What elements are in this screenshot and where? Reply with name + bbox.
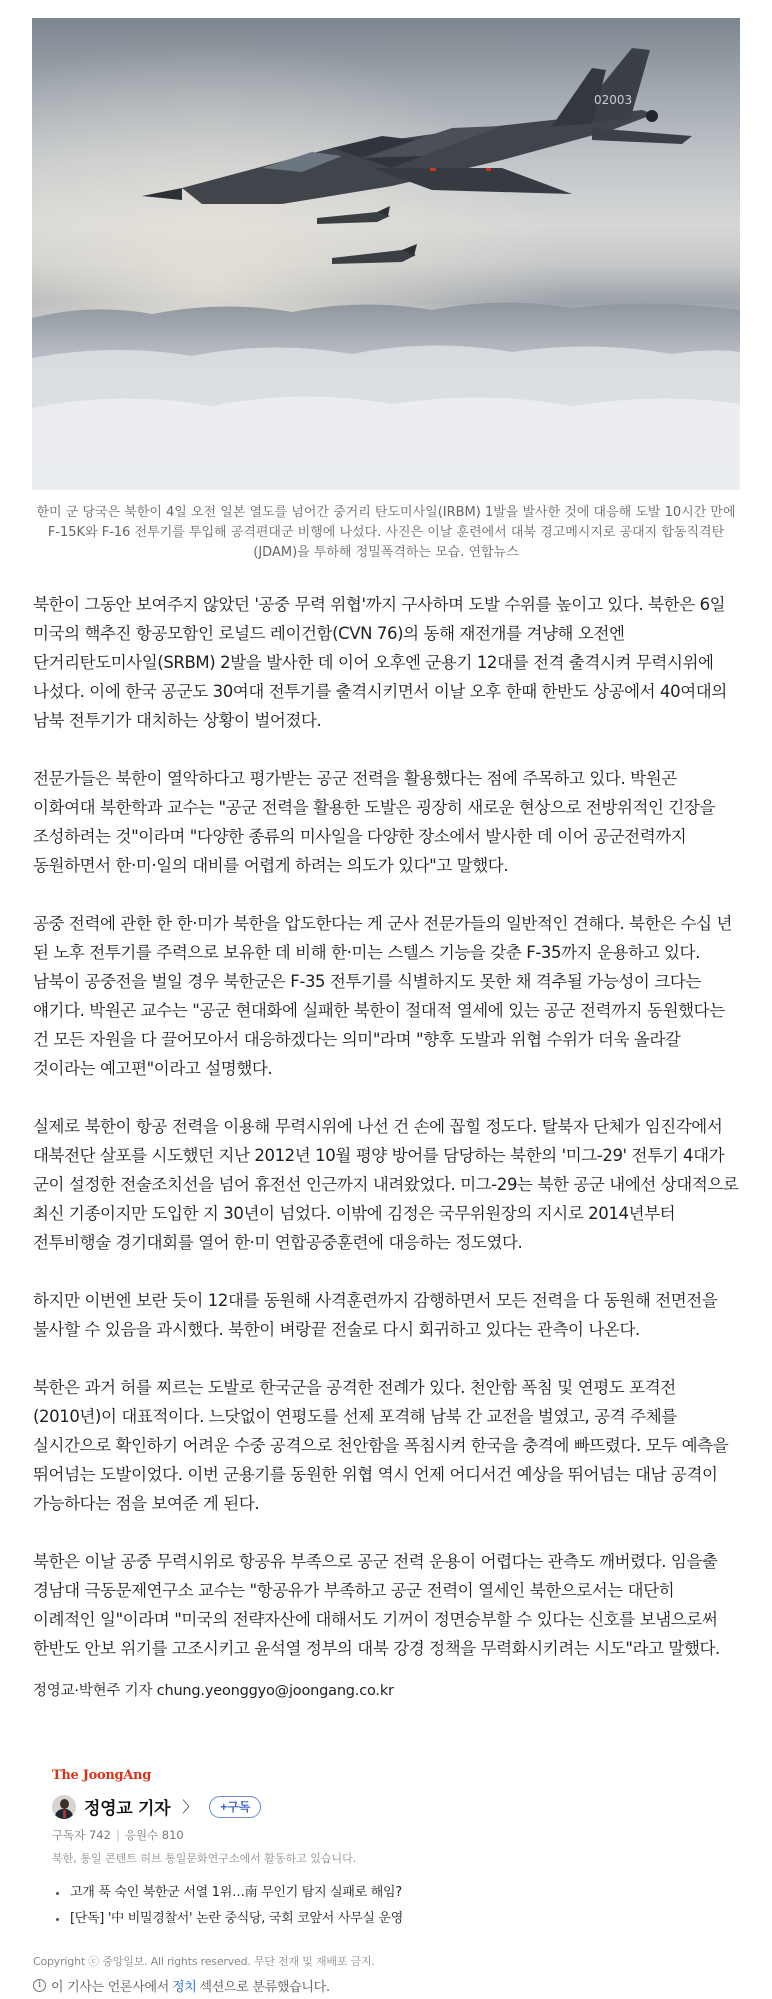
article-paragraph: 하지만 이번엔 보란 듯이 12대를 동원해 사격훈련까지 감행하면서 모든 전력을 다 동원해 전면전을 불사할 수 있음을 과시했다. 북한이 벼랑끝 전술로 다시 회귀하고 있다는 관측이 나온다.: [33, 1291, 718, 1339]
reporter-name[interactable]: 정영교 기자: [84, 1799, 171, 1819]
related-article-link[interactable]: 고개 푹 숙인 북한군 서열 1위…南 무인기 탐지 실패로 해임?: [52, 1880, 652, 1906]
subscribe-button[interactable]: +구독: [209, 1796, 261, 1818]
photo-caption: 한미 군 당국은 북한이 4일 오전 일본 열도를 넘어간 중거리 탄도미사일(IRBM) 1발을 발사한 것에 대응해 도발 10시간 만에 F-15K와 F-16 전투기를 투입해 공격편대군 비행에 나섰다. 사진은 이날 훈련에서 대북 경고메시지로 공대지 합동직격탄(JDAM)을 투하해 정밀폭격하는 모습. 연합뉴스: [36, 505, 736, 560]
reporter-stats: 구독자 742 | 응원수 810: [52, 1828, 184, 1842]
article-paragraph: 공중 전력에 관한 한 한·미가 북한을 압도한다는 게 군사 전문가들의 일반적인 견해다. 북한은 수십 년 된 노후 전투기를 주력으로 보유한 데 비해 한·미는 스텔스 기능을 갖춘 F-35까지 운용하고 있다. 남북이 공중전을 벌일 경우 북한군은 F-35 전투기를 식별하지도 못한 채 격추될 가능성이 크다는 얘기다. 박원곤 교수는 "공군 현대화에 실패한 북한이 절대적 열세에 있는 공군 전력까지 동원했다는 건 모든 자원을 다 끌어모아서 대응하겠다는 의미"라며 "향후 도발과 위협 수위가 더욱 올라갈 것이라는 예고편"이라고 설명했다.: [33, 914, 733, 1078]
reporter-card: [52, 1768, 652, 1932]
cheer-count: 응원수 810: [124, 1828, 184, 1842]
chevron-right-icon[interactable]: 〉: [182, 1798, 198, 1816]
article-body: [33, 590, 741, 1692]
article-paragraph: 북한은 과거 허를 찌르는 도발로 한국군을 공격한 전례가 있다. 천안함 폭침 및 연평도 포격전(2010년)이 대표적이다. 느닷없이 연평도를 선제 포격해 남북 간 교전을 벌였고, 공격 주체를 실시간으로 확인하기 어려운 수중 공격으로 천안함을 폭침시켜 한국을 충격에 빠뜨렸다. 모두 예측을 뛰어넘는 도발이었다. 이번 군용기를 동원한 위협 역시 언제 어디서건 예상을 뛰어넘는 대남 공격이 가능하다는 점을 보여준 게 된다.: [33, 1378, 729, 1513]
article-paragraph: 실제로 북한이 항공 전력을 이용해 무력시위에 나선 건 손에 꼽힐 정도다. 탈북자 단체가 임진각에서 대북전단 살포를 시도했던 지난 2012년 10월 평양 방어를 담당하는 북한의 '미그-29' 전투기 4대가 군이 설정한 전술조치선을 넘어 휴전선 인근까지 내려왔었다. 미그-29는 북한 공군 내에선 상대적으로 최신 기종이지만 도입한 지 30년이 넘었다. 이밖에 김정은 국무위원장의 지시로 2014년부터 전투비행술 경기대회를 열어 한·미 연합공중훈련에 대응하는 정도였다.: [33, 1117, 739, 1252]
info-icon: i: [33, 1979, 46, 1992]
tail-number: 02003: [594, 93, 633, 107]
avatar[interactable]: [52, 1795, 76, 1819]
brand-logo[interactable]: The JoongAng: [52, 1768, 151, 1783]
related-articles: [52, 1880, 652, 1932]
article-photo: [32, 18, 740, 490]
article-paragraph: 북한은 이날 공중 무력시위로 항공유 부족으로 공군 전력 운용이 어렵다는 관측도 깨버렸다. 임을출 경남대 극동문제연구소 교수는 "항공유가 부족하고 공군 전력이 열세인 북한으로서는 대단히 이례적인 일"이라며 "미국의 전략자산에 대해서도 기꺼이 정면승부할 수 있다는 신호를 보냄으로써 한반도 안보 위기를 고조시키고 윤석열 정부의 대북 강경 정책을 무력화시키려는 시도"라고 말했다.: [33, 1552, 720, 1658]
copyright: Copyright ⓒ 중앙일보. All rights reserved. 무단 전재 및 재배포 금지.: [33, 1955, 375, 1968]
byline: 정영교·박현주 기자 chung.yeonggyo@joongang.co.kr: [33, 1683, 394, 1699]
classify-suffix: 섹션으로 분류했습니다.: [199, 1980, 330, 1995]
section-classification: [33, 1976, 330, 1995]
subscriber-count: 구독자 742: [52, 1828, 111, 1842]
related-article-link[interactable]: [단독] '中 비밀경찰서' 논란 중식당, 국회 코앞서 사무실 운영: [52, 1906, 652, 1932]
section-link-politics[interactable]: 정치: [172, 1980, 197, 1995]
article-paragraph: 전문가들은 북한이 열악하다고 평가받는 공군 전력을 활용했다는 점에 주목하고 있다. 박원곤 이화여대 북한학과 교수는 "공군 전력을 활용한 도발은 굉장히 새로운 현상으로 전방위적인 긴장을 조성하려는 것"이라며 "다양한 종류의 미사일을 다양한 장소에서 발사한 데 이어 공군전력까지 동원하면서 한·미·일의 대비를 어렵게 하려는 의도가 있다"고 말했다.: [33, 769, 716, 875]
classify-prefix: 이 기사는 언론사에서: [51, 1980, 169, 1995]
article-paragraph: 북한이 그동안 보여주지 않았던 '공중 무력 위협'까지 구사하며 도발 수위를 높이고 있다. 북한은 6일 미국의 핵추진 항공모함인 로널드 레이건함(CVN 76)의 동해 재전개를 겨냥해 오전엔 단거리탄도미사일(SRBM) 2발을 발사한 데 이어 오후엔 군용기 12대를 전격 출격시켜 무력시위에 나섰다. 이에 한국 공군도 30여대 전투기를 출격시키면서 이날 오후 한때 한반도 상공에서 40여대의 남북 전투기가 대치하는 상황이 벌어졌다.: [33, 595, 727, 730]
fighter-jet-photo: [32, 18, 740, 490]
reporter-description: 북한, 통일 콘텐트 허브 통일문화연구소에서 활동하고 있습니다.: [52, 1852, 357, 1865]
